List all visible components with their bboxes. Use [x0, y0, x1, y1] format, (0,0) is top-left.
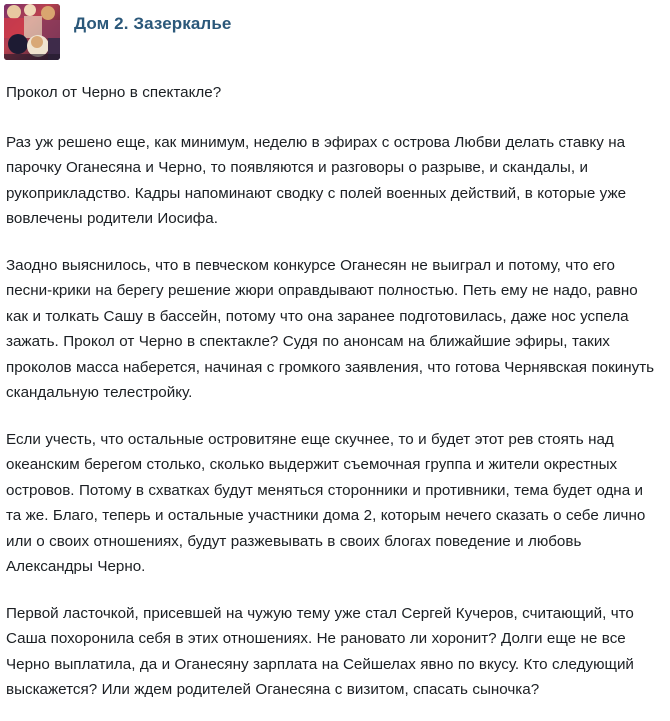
article-body: [0, 60, 670, 703]
avatar[interactable]: [4, 4, 60, 60]
site-title: Дом 2. Зазеркалье: [74, 14, 232, 33]
article-paragraph: Первой ласточкой, присевшей на чужую тему уже стал Сергей Кучеров, считающий, что Саша похоронила себя в этих отношениях. Не рановато ли хоронит? Долги еще не все Черно выплатила, да и Оганесяну зарплата на Сейшелах явно по вкусу. Кто следующий выскажется? Или ждем родителей Оганесяна с визитом, спасать сыночка?: [6, 604, 634, 698]
article-paragraph: Заодно выяснилось, что в певческом конкурсе Оганесян не выиграл и потому, что его песни-крики на берегу решение жюри оправдывают полностью. Петь ему не надо, равно как и толкать Сашу в бассейн, потому что она заранее подготовилась, даже нос успела зажать. Прокол от Черно в спектакле? Судя по анонсам на ближайшие эфиры, таких проколов масса наберется, начиная с громкого заявления, что готова Чернявская покинуть скандальную телестройку.: [6, 256, 655, 401]
article-paragraph: Если учесть, что остальные островитяне еще скучнее, то и будет этот рев стоять над океанским берегом столько, сколько выдержит съемочная группа и жители окрестных островов. Потому в схватках будут меняться сторонники и противники, тема будет одна и та же. Благо, теперь и остальные участники дома 2, которым нечего сказать о себе лично или о своих отношениях, будут разжевывать в своих блогах поведение и любовь Александры Черно.: [6, 430, 646, 575]
avatar-image: [4, 4, 60, 60]
article-paragraph: Раз уж решено еще, как минимум, неделю в эфирах с острова Любви делать ставку на парочку Оганесяна и Черно, то появляются и разговоры о разрыве, и скандалы, и рукоприкладство. Кадры напоминают сводку с полей военных действий, в которые уже вовлечены родители Иосифа.: [6, 133, 627, 227]
article-paragraph-headline: Прокол от Черно в спектакле?: [6, 84, 222, 101]
page-header: [0, 0, 670, 60]
